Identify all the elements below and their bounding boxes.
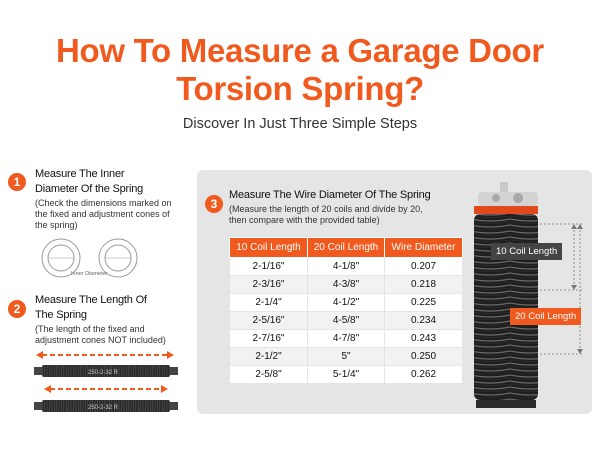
table-row: [230, 276, 463, 294]
length-measure-line-top: [36, 351, 174, 359]
table-cell: 0.243: [385, 330, 463, 348]
spring-coil-body: [474, 214, 538, 400]
step-3-note-line-1: (Measure the length of 20 coils and divide by 20,: [229, 204, 423, 214]
table-cell: 2-1/16": [230, 258, 308, 276]
table-row: [230, 312, 463, 330]
spring-length-diagram: [30, 348, 185, 418]
table-cell: 0.250: [385, 348, 463, 366]
table-cell: 2-3/16": [230, 276, 308, 294]
step-1-title-line-2: Diameter Of the Spring: [35, 183, 144, 195]
table-cell: 2-1/2": [230, 348, 308, 366]
table-row: [230, 366, 463, 384]
step-3-number-badge: 3: [205, 195, 223, 213]
step-1-note-line-2: the fixed and adjustment cones of: [35, 209, 170, 219]
step-3-note-line-2: then compare with the provided table): [229, 215, 380, 225]
ten-coil-length-label: 10 Coil Length: [491, 243, 562, 260]
torsion-spring-photo: [470, 176, 592, 414]
table-cell: 5-1/4": [308, 366, 385, 384]
step-1-number-badge: 1: [8, 173, 26, 191]
table-row: [230, 330, 463, 348]
step-2-note-line-1: (The length of the fixed and: [35, 324, 145, 334]
wire-diameter-table: [229, 237, 463, 384]
page-title-line-2: Torsion Spring?: [176, 70, 424, 107]
step-2-number-badge: 2: [8, 300, 26, 318]
step-3-title: Measure The Wire Diameter Of The Spring: [229, 189, 431, 201]
table-cell: 5": [308, 348, 385, 366]
column-header: 20 Coil Length: [308, 238, 385, 258]
step-1-note-line-1: (Check the dimensions marked on: [35, 198, 172, 208]
spring-icon-top: [34, 365, 178, 377]
spring-marking-bottom: 250-2-32 R: [88, 405, 119, 411]
table-cell: 4-5/8": [308, 312, 385, 330]
spring-marking-top: 250-2-32 R: [88, 370, 119, 376]
twenty-coil-length-label: 20 Coil Length: [510, 308, 581, 325]
table-cell: 4-3/8": [308, 276, 385, 294]
page-title-line-1: How To Measure a Garage Door: [56, 32, 544, 69]
table-cell: 0.234: [385, 312, 463, 330]
table-cell: 4-1/2": [308, 294, 385, 312]
table-cell: 2-5/16": [230, 312, 308, 330]
table-cell: 4-1/8": [308, 258, 385, 276]
column-header: Wire Diameter: [385, 238, 463, 258]
table-cell: 0.207: [385, 258, 463, 276]
table-cell: 2-1/4": [230, 294, 308, 312]
spring-cone-hardware: [474, 182, 538, 214]
table-row: [230, 258, 463, 276]
table-cell: 0.262: [385, 366, 463, 384]
inner-diameter-label: Inner Diameter: [71, 271, 108, 277]
table-cell: 4-7/8": [308, 330, 385, 348]
table-cell: 2-5/8": [230, 366, 308, 384]
step-1-title-line-1: Measure The Inner: [35, 168, 125, 180]
step-2-title-line-2: The Spring: [35, 309, 87, 321]
page-subtitle: Discover In Just Three Simple Steps: [182, 116, 418, 132]
step-1-note-line-3: the spring): [35, 220, 78, 230]
step-2-note-line-2: adjustment cones NOT included): [35, 335, 166, 345]
column-header: 10 Coil Length: [230, 238, 308, 258]
table-cell: 2-7/16": [230, 330, 308, 348]
step-2-title-line-1: Measure The Length Of: [35, 294, 147, 306]
table-row: [230, 348, 463, 366]
table-cell: 0.225: [385, 294, 463, 312]
length-measure-line-bottom: [44, 385, 168, 393]
table-header-row: [230, 238, 463, 258]
table-cell: 0.218: [385, 276, 463, 294]
table-row: [230, 294, 463, 312]
inner-diameter-diagram: [33, 233, 153, 281]
spring-icon-bottom: [34, 400, 178, 412]
